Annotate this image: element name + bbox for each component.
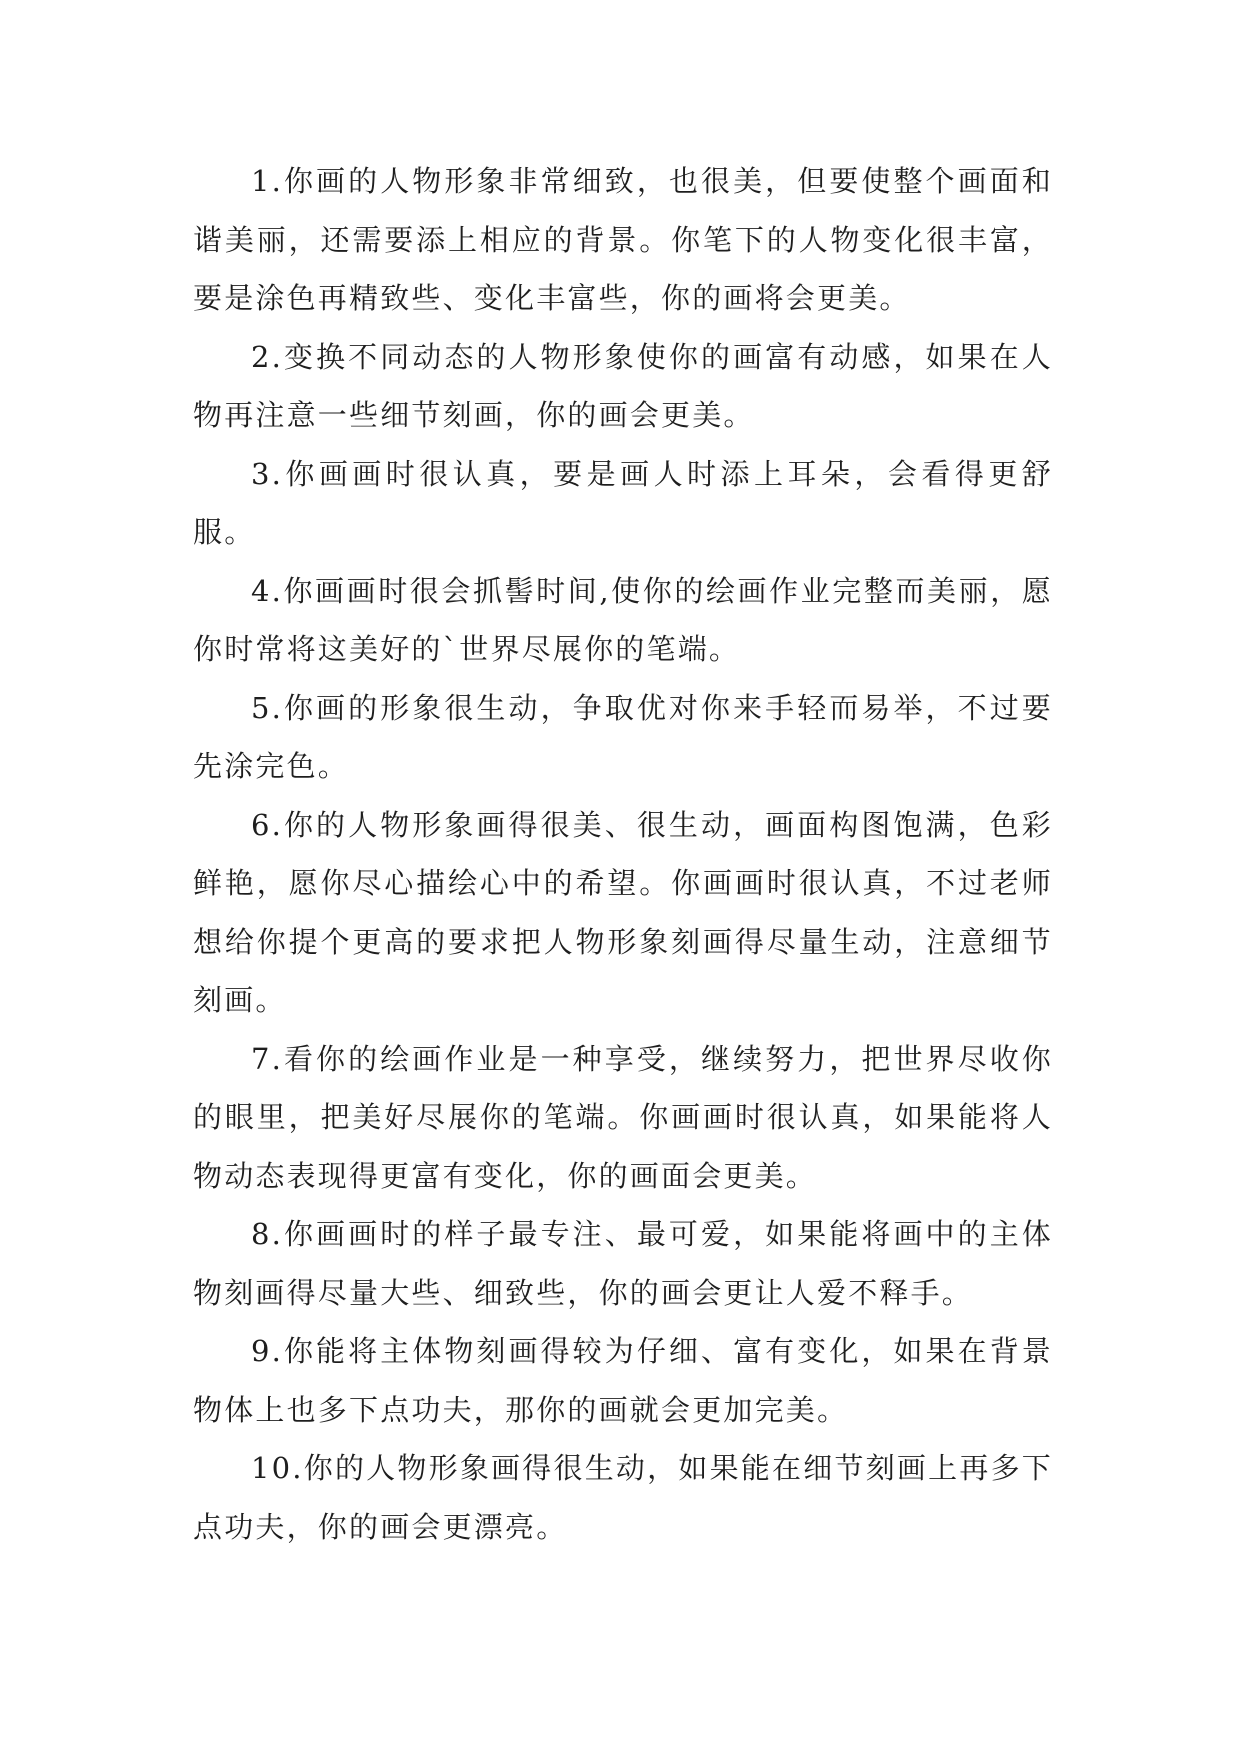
comment-paragraph-10: 10.你的人物形象画得很生动，如果能在细节刻画上再多下点功夫，你的画会更漂亮。 <box>193 1451 1053 1544</box>
comment-paragraph-2: 2.变换不同动态的人物形象使你的画富有动感，如果在人物再注意一些细节刻画，你的画会更美。 <box>193 339 1053 432</box>
comment-paragraph-7: 7.看你的绘画作业是一种享受，继续努力，把世界尽收你的眼里，把美好尽展你的笔端。你画画时很认真，如果能将人物动态表现得更富有变化，你的画面会更美。 <box>193 1041 1053 1193</box>
comment-paragraph-5: 5.你画的形象很生动，争取优对你来手轻而易举，不过要先涂完色。 <box>193 690 1053 783</box>
document-body <box>193 152 1053 1556</box>
comment-paragraph-6: 6.你的人物形象画得很美、很生动，画面构图饱满，色彩鲜艳，愿你尽心描绘心中的希望。你画画时很认真，不过老师想给你提个更高的要求把人物形象刻画得尽量生动，注意细节刻画。 <box>193 807 1053 1017</box>
comment-paragraph-9: 9.你能将主体物刻画得较为仔细、富有变化，如果在背景物体上也多下点功夫，那你的画就会更加完美。 <box>193 1334 1053 1427</box>
comment-paragraph-1: 1.你画的人物形象非常细致，也很美，但要使整个画面和谐美丽，还需要添上相应的背景。你笔下的人物变化很丰富，要是涂色再精致些、变化丰富些，你的画将会更美。 <box>193 164 1053 315</box>
comment-paragraph-4: 4.你画画时很会抓髻时间,使你的绘画作业完整而美丽，愿你时常将这美好的`世界尽展你的笔端。 <box>193 573 1053 666</box>
comment-paragraph-3: 3.你画画时很认真，要是画人时添上耳朵，会看得更舒服。 <box>193 456 1053 549</box>
comment-paragraph-8: 8.你画画时的样子最专注、最可爱，如果能将画中的主体物刻画得尽量大些、细致些，你的画会更让人爱不释手。 <box>193 1217 1053 1310</box>
